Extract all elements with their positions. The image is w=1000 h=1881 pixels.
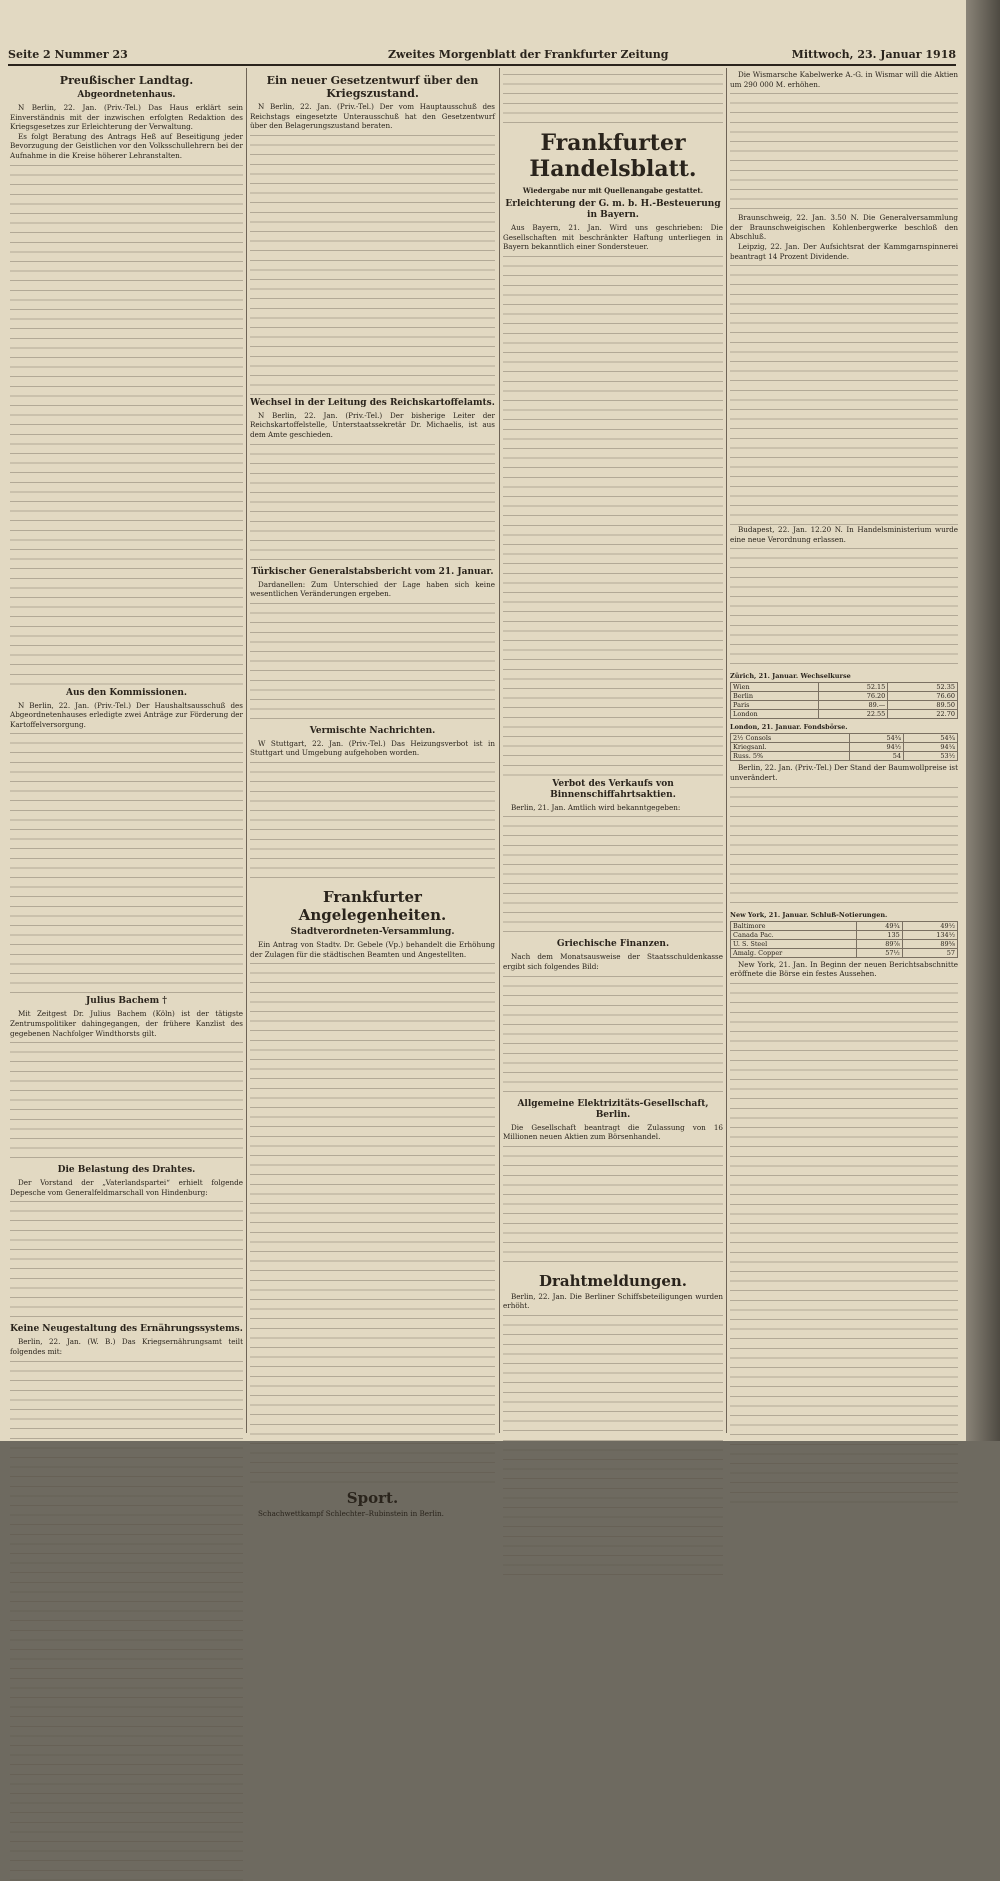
body-text-block bbox=[250, 603, 495, 723]
section-heading: Wechsel in der Leitung des Reichskartoffelamts. bbox=[250, 397, 495, 408]
section-heading: Frankfurter Angelegenheiten. bbox=[298, 887, 447, 924]
table-title: London, 21. Januar. Fondsbörse. bbox=[730, 723, 848, 732]
section-title: Frankfurter Handelsblatt. bbox=[529, 130, 697, 182]
table-row: Baltimore 49¾ 49½ bbox=[731, 921, 958, 930]
section-heading: Türkischer Generalstabsbericht vom 21. Januar. bbox=[251, 566, 494, 577]
article-title: Ein neuer Gesetzentwurf über den Kriegszustand. bbox=[266, 74, 479, 100]
column-rule bbox=[246, 68, 247, 1433]
article-title: Preußischer Landtag. bbox=[59, 74, 194, 87]
london-bourse-table bbox=[730, 733, 958, 761]
section-heading: Die Belastung des Drahtes. bbox=[57, 1165, 196, 1176]
article-subtitle: Abgeordnetenhaus. bbox=[77, 90, 176, 100]
page-edge bbox=[966, 0, 1000, 1441]
article-paragraph: N Berlin, 22. Jan. (Priv.-Tel.) Der bisherige Leiter der Reichskartoffelstelle, Unterstaatssekretär Dr. Michaelis, ist aus dem Amte geschieden. bbox=[250, 410, 495, 439]
body-text-block bbox=[250, 444, 495, 564]
article-paragraph: Berlin, 22. Jan. (W. B.) Das Kriegsernährungsamt teilt folgendes mit: bbox=[10, 1337, 243, 1356]
article-paragraph: Berlin, 22. Jan. Die Berliner Schiffsbeteiligungen wurden erhöht. bbox=[503, 1291, 723, 1311]
section-subheading: Stadtverordneten-Versammlung. bbox=[290, 926, 455, 937]
body-text-block bbox=[730, 93, 958, 213]
table-row: Berlin 76.20 76.60 bbox=[731, 692, 958, 701]
section-heading: Sport. bbox=[346, 1489, 399, 1508]
article-paragraph: Es folgt Beratung des Antrags Heß auf Beseitigung jeder Bevorzugung der Geistlichen vor den Volksschullehrern bei der Aufnahme in die Kreise höherer Lehranstalten. bbox=[10, 131, 243, 160]
article-paragraph: Der Vorstand der „Vaterlandspartei“ erhielt folgende Depesche vom Generalfeldmarschall von Hindenburg: bbox=[10, 1178, 243, 1197]
article-paragraph: Berlin, 22. Jan. (Priv.-Tel.) Der Stand der Baumwollpreise ist unverändert. bbox=[730, 763, 958, 782]
article-paragraph: Die Gesellschaft beantragt die Zulassung von 16 Millionen neuen Aktien zum Börsenhandel. bbox=[503, 1122, 723, 1142]
article-paragraph: Mit Zeitgest Dr. Julius Bachem (Köln) ist der tätigste Zentrumspolitiker dahingegangen, der frühere Kanzlist des gegebenen Nachfolger Windthorsts gilt. bbox=[10, 1009, 243, 1038]
column-1 bbox=[10, 70, 243, 1431]
column-rule bbox=[726, 68, 727, 1433]
body-text-block bbox=[503, 1315, 723, 1575]
body-text-block bbox=[730, 548, 958, 668]
article-paragraph: N Berlin, 22. Jan. (Priv.-Tel.) Der Haushaltsausschuß des Abgeordnetenhauses erledigte zwei Anträge zur Förderung der Kartoffelversorgung. bbox=[10, 700, 243, 729]
body-text-block bbox=[10, 1361, 243, 1881]
body-text-block bbox=[503, 74, 723, 124]
table-row: 2½ Consols 54¾ 54¾ bbox=[731, 734, 958, 743]
article-paragraph: Leipzig, 22. Jan. Der Aufsichtsrat der Kammgarnspinnerei beantragt 14 Prozent Dividende. bbox=[730, 241, 958, 261]
body-text-block bbox=[730, 787, 958, 907]
article-paragraph: Dardanellen: Zum Unterschied der Lage haben sich keine wesentlichen Veränderungen ergeben. bbox=[250, 579, 495, 599]
article-paragraph: Braunschweig, 22. Jan. 3.50 N. Die Generalversammlung der Braunschweigischen Kohlenbergwerke beschloß den Abschluß. bbox=[730, 213, 958, 242]
table-row: U. S. Steel 89⅞ 89⅝ bbox=[731, 939, 958, 948]
body-text-block bbox=[10, 733, 243, 993]
section-intro: Wiedergabe nur mit Quellenangabe gestattet. bbox=[522, 186, 704, 195]
section-heading: Griechische Finanzen. bbox=[556, 939, 670, 950]
column-3 bbox=[503, 70, 723, 1431]
column-rule bbox=[499, 68, 500, 1433]
article-paragraph: New York, 21. Jan. In Beginn der neuen Berichtsabschnitte eröffnete die Börse ein festes Aussehen. bbox=[730, 959, 958, 979]
body-text-block bbox=[10, 1042, 243, 1162]
body-text-block bbox=[10, 1201, 243, 1321]
body-text-block bbox=[250, 135, 495, 395]
section-heading: Julius Bachem † bbox=[86, 996, 167, 1007]
body-text-block bbox=[503, 976, 723, 1096]
header-page-number: Seite 2 Nummer 23 bbox=[8, 48, 128, 61]
article-paragraph: Nach dem Monatsausweise der Staatsschuldenkasse ergibt sich folgendes Bild: bbox=[503, 952, 723, 971]
article-paragraph: Die Wismarsche Kabelwerke A.-G. in Wismar will die Aktien um 290 000 M. erhöhen. bbox=[730, 70, 958, 89]
article-paragraph: W Stuttgart, 22. Jan. (Priv.-Tel.) Das Heizungsverbot ist in Stuttgart und Umgebung aufgehoben worden. bbox=[250, 738, 495, 758]
table-row: Russ. 5% 54 53½ bbox=[731, 752, 958, 761]
header-date: Mittwoch, 23. Januar 1918 bbox=[791, 48, 956, 61]
table-title: New York, 21. Januar. Schluß-Notierungen. bbox=[730, 910, 888, 919]
body-text-block bbox=[503, 1146, 723, 1266]
article-paragraph: Berlin, 21. Jan. Amtlich wird bekanntgegeben: bbox=[511, 802, 681, 812]
section-heading: Aus den Kommissionen. bbox=[65, 687, 188, 698]
column-4 bbox=[730, 70, 958, 1431]
body-text-block bbox=[250, 963, 495, 1483]
header-newspaper-name: Zweites Morgenblatt der Frankfurter Zeitung bbox=[388, 48, 669, 61]
body-text-block bbox=[730, 265, 958, 525]
article-paragraph: Budapest, 22. Jan. 12.20 N. In Handelsministerium wurde eine neue Verordnung erlassen. bbox=[730, 525, 958, 544]
section-heading: Erleichterung der G. m. b. H.-Besteuerung in Bayern. bbox=[505, 199, 721, 220]
body-text-block bbox=[730, 983, 958, 1503]
table-row: Canada Pac. 135 134½ bbox=[731, 930, 958, 939]
article-paragraph: Ein Antrag von Stadtv. Dr. Gebele (Vp.) behandelt die Erhöhung der Zulagen für die städtischen Beamten und Angestellten. bbox=[250, 939, 495, 959]
article-paragraph: N Berlin, 22. Jan. (Priv.-Tel.) Das Haus erklärt sein Einverständnis mit der inzwischen erfolgten Redaktion des Kriegsgesetzes zur Erleichterung der Verwaltung. bbox=[10, 103, 243, 132]
table-row: Wien 52.15 52.35 bbox=[731, 683, 958, 692]
table-row: London 22.55 22.70 bbox=[731, 710, 958, 719]
article-paragraph: Schachwettkampf Schlechter–Rubinstein in Berlin. bbox=[258, 1509, 444, 1519]
body-text-block bbox=[10, 165, 243, 685]
body-text-block bbox=[250, 762, 495, 882]
zurich-exchange-table bbox=[730, 682, 958, 719]
table-row: Kriegsanl. 94½ 94¼ bbox=[731, 743, 958, 752]
section-heading: Keine Neugestaltung des Ernährungssystems. bbox=[10, 1324, 243, 1335]
table-row: Amalg. Copper 57½ 57 bbox=[731, 948, 958, 957]
body-text-block bbox=[503, 816, 723, 936]
body-text-block bbox=[503, 256, 723, 776]
article-paragraph: N Berlin, 22. Jan. (Priv.-Tel.) Der vom Hauptausschuß des Reichstags eingesetzte Unterausschuß hat den Gesetzentwurf über den Belagerungszustand beraten. bbox=[250, 102, 495, 131]
section-heading: Allgemeine Elektrizitäts-Gesellschaft, Berlin. bbox=[517, 1098, 709, 1120]
section-heading: Drahtmeldungen. bbox=[538, 1271, 688, 1290]
new-york-closing-table bbox=[730, 921, 958, 958]
article-paragraph: Aus Bayern, 21. Jan. Wird uns geschrieben: Die Gesellschaften mit beschränkter Haftung unterliegen in Bayern bekanntlich einer Sondersteuer. bbox=[503, 223, 723, 252]
section-heading: Vermischte Nachrichten. bbox=[309, 725, 436, 736]
section-heading: Verbot des Verkaufs von Binnenschiffahrtsaktien. bbox=[550, 778, 676, 800]
column-2 bbox=[250, 70, 495, 1519]
table-row: Paris 89.— 89.50 bbox=[731, 701, 958, 710]
table-title: Zürich, 21. Januar. Wechselkurse bbox=[730, 672, 851, 681]
page-header bbox=[8, 44, 956, 66]
